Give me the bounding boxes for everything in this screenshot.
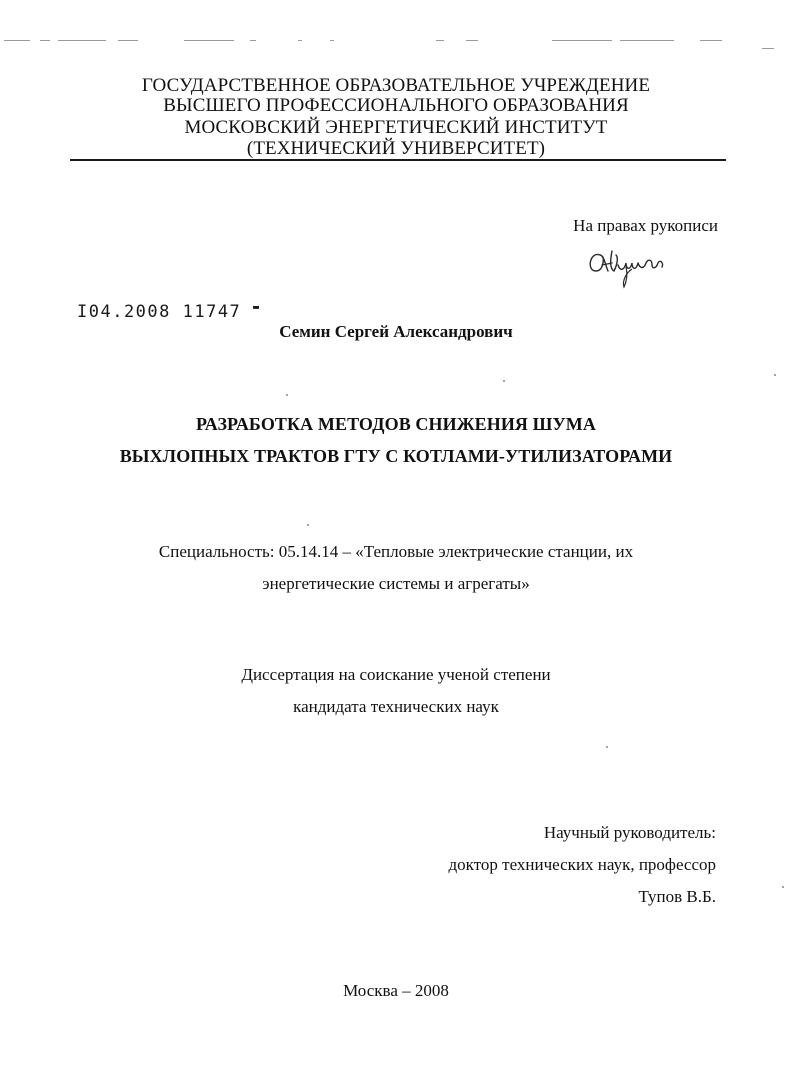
city-year: Москва – 2008 [343, 981, 449, 1000]
supervisor-title: доктор технических наук, профессор [448, 855, 716, 874]
scan-speck [503, 380, 505, 382]
scan-speck [606, 746, 608, 748]
scan-speck [774, 374, 776, 376]
scan-speck [286, 394, 288, 396]
scan-speck [307, 524, 309, 526]
author-name: Семин Сергей Александрович [279, 322, 513, 341]
specialty-line-1: Специальность: 05.14.14 – «Тепловые электрические станции, их [158, 542, 634, 561]
manuscript-note: На правах рукописи [573, 216, 718, 235]
scan-speck [782, 886, 784, 888]
institution-line-4: (ТЕХНИЧЕСКИЙ УНИВЕРСИТЕТ) [246, 138, 546, 159]
supervisor-name: Тупов В.Б. [638, 887, 716, 906]
specialty-line-2: энергетические системы и агрегаты» [262, 574, 530, 593]
header-divider [70, 159, 726, 161]
institution-line-3: МОСКОВСКИЙ ЭНЕРГЕТИЧЕСКИЙ ИНСТИТУТ [184, 117, 608, 138]
stamp-mark-icon: ▬ [253, 302, 261, 313]
registration-stamp [77, 302, 261, 322]
institution-line-1: ГОСУДАРСТВЕННОЕ ОБРАЗОВАТЕЛЬНОЕ УЧРЕЖДЕНИЕ [141, 75, 651, 96]
registration-number: І04.2008 11747 [77, 302, 242, 322]
signature-icon [582, 241, 666, 291]
degree-line-1: Диссертация на соискание ученой степени [241, 665, 551, 684]
supervisor-label: Научный руководитель: [543, 823, 716, 842]
institution-line-2: ВЫСШЕГО ПРОФЕССИОНАЛЬНОГО ОБРАЗОВАНИЯ [163, 95, 629, 116]
title-line-1: РАЗРАБОТКА МЕТОДОВ СНИЖЕНИЯ ШУМА [196, 414, 596, 434]
title-line-2: ВЫХЛОПНЫХ ТРАКТОВ ГТУ С КОТЛАМИ-УТИЛИЗАТОРАМИ [119, 446, 673, 466]
degree-line-2: кандидата технических наук [293, 697, 499, 716]
